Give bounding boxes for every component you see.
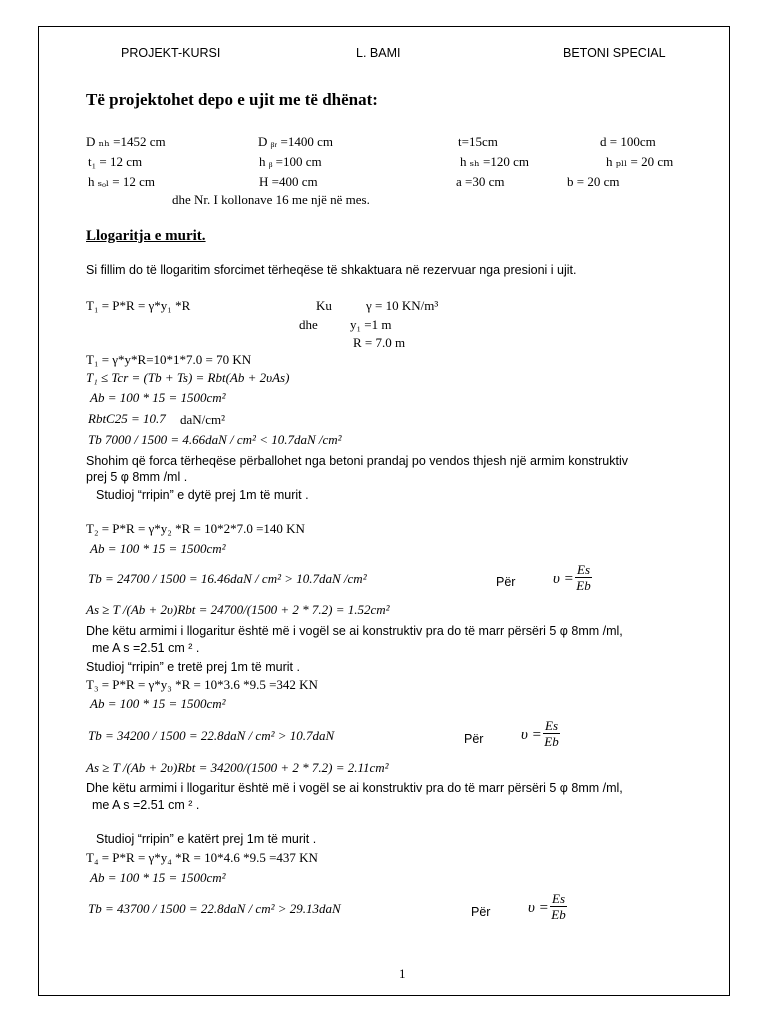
ab-eq-4: Ab = 100 * 15 = 1500cm² — [90, 870, 226, 885]
header-left: PROJEKT-KURSI — [121, 46, 221, 60]
ratio-fraction-4 — [550, 891, 567, 922]
per-label-3: Për — [464, 732, 484, 746]
eq-t2: T₂ = P*R = γ*y₂ *R = 10*2*7.0 =140 KN — [86, 521, 305, 536]
label-ku: Ku — [316, 298, 332, 313]
label-dhe: dhe — [299, 317, 318, 332]
per-label-4: Për — [471, 905, 491, 919]
t1-condition: T₁ ≤ Tcr = (Tb + Ts) = Rbt(Ab + 2υAs) — [86, 370, 290, 385]
next-strip-3: Studioj “rripin” e tretë prej 1m të murit . — [86, 660, 300, 674]
param-r1-c3: t=15cm — [458, 134, 498, 149]
params-note: dhe Nr. I kollonave 16 me një në mes. — [172, 192, 370, 207]
ab-eq-3: Ab = 100 * 15 = 1500cm² — [90, 696, 226, 711]
rbt-unit: daN/cm² — [180, 412, 226, 427]
y1-value: y₁ =1 m — [350, 317, 392, 332]
note-2b: me A s =2.51 cm ² . — [92, 641, 200, 655]
param-r2-c4: h ₚₗₗ = 20 cm — [606, 154, 674, 169]
as-eq-3: As ≥ T /(Ab + 2υ)Rbt = 34200/(1500 + 2 * 7.2) = 2.11cm² — [86, 760, 389, 775]
header-right: BETONI SPECIAL — [563, 46, 666, 60]
note-2a: Dhe këtu armimi i llogaritur është më i vogël se ai konstruktiv pra do të marr përsëri 5 φ 8mm /ml, — [86, 624, 623, 638]
gamma-value: γ = 10 KN/m³ — [366, 298, 439, 313]
header-center: L. BAMI — [356, 46, 401, 60]
ratio-num-3: Es — [545, 718, 558, 733]
param-r2-c3: h ₛₕ =120 cm — [460, 154, 529, 169]
next-strip-2: Studioj “rripin” e dytë prej 1m të murit . — [96, 488, 309, 502]
note-3a: Dhe këtu armimi i llogaritur është më i vogël se ai konstruktiv pra do të marr përsëri 5 φ 8mm /ml, — [86, 781, 623, 795]
param-r3-c3: a =30 cm — [456, 174, 505, 189]
param-r3-c1: h ₛₒₗ = 12 cm — [88, 174, 155, 189]
note-1b: prej 5 φ 8mm /ml . — [86, 470, 188, 484]
note-1a: Shohim që forca tërheqëse përballohet nga betoni prandaj po vendos thjesh një armim konstruktiv — [86, 454, 628, 468]
param-r1-c2: D ᵦᵣ =1400 cm — [258, 134, 334, 149]
tb-eq-1: Tb 7000 / 1500 = 4.66daN / cm² < 10.7daN /cm² — [88, 432, 342, 447]
ratio-fraction-3 — [543, 718, 560, 749]
ratio-den-2: Eb — [576, 578, 591, 593]
ratio-lhs-4: υ = — [528, 900, 549, 916]
ratio-num-4: Es — [552, 891, 565, 906]
ratio-lhs-3: υ = — [521, 727, 542, 743]
section-title: Llogaritja e murit. — [86, 228, 206, 244]
param-r1-c4: d = 100cm — [600, 134, 656, 149]
param-r2-c2: h ᵦ =100 cm — [259, 154, 322, 169]
param-r3-c2: H =400 cm — [259, 174, 318, 189]
r-value: R = 7.0 m — [353, 335, 406, 350]
ab-eq-2: Ab = 100 * 15 = 1500cm² — [90, 541, 226, 556]
rbt-value: RbtC25 = 10.7 — [88, 411, 166, 426]
ratio-num-2: Es — [577, 562, 590, 577]
tb-eq-4: Tb = 43700 / 1500 = 22.8daN / cm² > 29.13daN — [88, 901, 341, 916]
t1-value: T₁ = γ*y*R=10*1*7.0 = 70 KN — [86, 352, 252, 367]
per-label-2: Për — [496, 575, 516, 589]
param-r1-c1: D ₙₕ =1452 cm — [86, 134, 166, 149]
as-eq-2: As ≥ T /(Ab + 2υ)Rbt = 24700/(1500 + 2 * 7.2) = 1.52cm² — [86, 602, 390, 617]
intro-text: Si fillim do të llogaritim sforcimet tërheqëse të shkaktuara në rezervuar nga presioni i ujit. — [86, 263, 577, 277]
page-number: 1 — [399, 966, 406, 981]
ratio-fraction-2 — [575, 562, 592, 593]
eq-t3: T₃ = P*R = γ*y₃ *R = 10*3.6 *9.5 =342 KN — [86, 677, 318, 692]
ratio-den-4: Eb — [551, 907, 566, 922]
eq-t1: T₁ = P*R = γ*y₁ *R — [86, 298, 191, 313]
eq-t4: T₄ = P*R = γ*y₄ *R = 10*4.6 *9.5 =437 KN — [86, 850, 318, 865]
next-strip-4: Studioj “rripin” e katërt prej 1m të murit . — [96, 832, 317, 846]
param-r3-c4: b = 20 cm — [567, 174, 620, 189]
ratio-den-3: Eb — [544, 734, 559, 749]
page-title: Të projektohet depo e ujit me të dhënat: — [86, 90, 378, 109]
ab-eq-1: Ab = 100 * 15 = 1500cm² — [90, 390, 226, 405]
tb-eq-2: Tb = 24700 / 1500 = 16.46daN / cm² > 10.7daN /cm² — [88, 571, 367, 586]
note-3b: me A s =2.51 cm ² . — [92, 798, 200, 812]
tb-eq-3: Tb = 34200 / 1500 = 22.8daN / cm² > 10.7daN — [88, 728, 335, 743]
ratio-lhs-2: υ = — [553, 571, 574, 587]
param-r2-c1: t₁ = 12 cm — [88, 154, 143, 169]
